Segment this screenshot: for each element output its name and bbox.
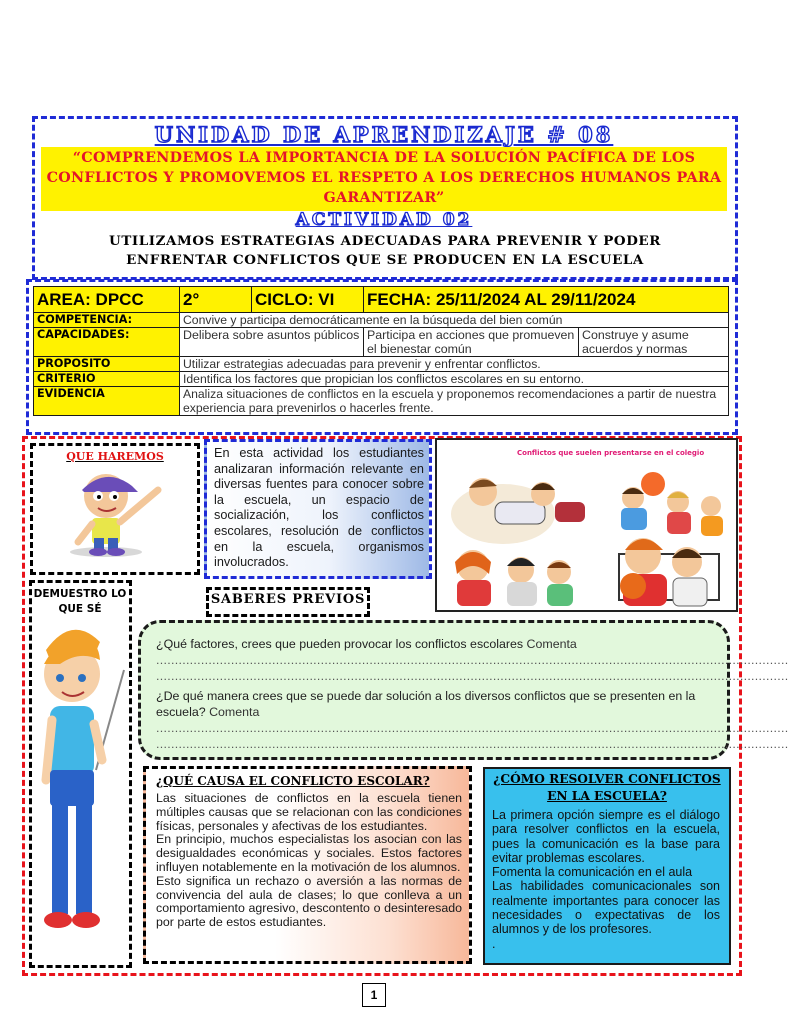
capacidad-item: Delibera sobre asuntos públicos [180,328,364,357]
proposito-row [34,357,729,372]
causa-paragraph: En principio, muchos especialistas los asocian con las desigualdades económicas y sociales. Estos factores influyen notablemente en la motivación de los alumnos. [156,832,462,874]
answer-line[interactable]: ......................................................................................................................................................................... [156,721,788,735]
capacidades-label: CAPACIDADES: [34,328,180,357]
que-haremos-title: QUE HAREMOS [66,450,164,463]
question-2-text: ¿De qué manera crees que se puede dar solución a los diversos conflictos que se presenten en la escuela? [156,689,696,719]
kids-conflict-scene [443,462,733,610]
resolver-paragraph: La primera opción siempre es el diálogo para resolver conflictos en la escuela, pues la comunicación es la base para evitar problemas escolares. [492,808,720,865]
demuestro-title: DEMUESTRO LO QUE SÉ [33,588,127,615]
resolver-paragraph: Las habilidades comunicacionales son realmente importantes para conocer las necesidades o expectativas de los alumnos y de los profesores. [492,879,720,937]
ciclo-cell: CICLO: VI [252,287,364,313]
questions-section [156,636,788,752]
illustration-caption: Conflictos que suelen presentarse en el colegio [517,449,705,457]
unit-subtitle: “COMPRENDEMOS LA IMPORTANCIA DE LA SOLUCIÓN PACÍFICA DE LOS CONFLICTOS Y PROMOVEMOS EL RESPETO A LOS DERECHOS HUMANOS PARA GARANTIZAR” [46,150,722,206]
info-header-row [34,287,729,313]
causa-text [156,792,462,930]
capacidad-item: Participa en acciones que promueven el bienestar común [364,328,579,357]
question-1-text: ¿Qué factores, crees que pueden provocar los conflictos escolares [156,637,524,651]
question-2-comenta: Comenta [209,705,260,719]
answer-line[interactable]: ......................................................................................................................................................................... [156,669,788,683]
area-cell: AREA: DPCC [34,287,180,313]
info-table [33,286,729,416]
saberes-previos-title: SABERES PREVIOS [210,592,366,607]
resolver-paragraph: . [492,936,496,951]
question-2 [156,688,712,720]
answer-line[interactable]: ......................................................................................................................................................................... [156,737,788,751]
proposito-label: PROPOSITO [34,357,180,372]
evidencia-row [34,387,729,416]
criterio-label: CRITERIO [34,372,180,387]
question-1 [156,636,712,652]
question-1-comenta: Comenta [526,637,577,651]
resolver-paragraph: Fomenta la comunicación en el aula [492,865,693,880]
intro-text: En esta actividad los estudiantes analizaran información relevante en diversas fuentes para conocer sobre la escuela, un espacio de socialización, los conflictos escolares, resolución de conflictos en la escuela, organismos involucrados. [214,446,424,570]
page-number: 1 [362,983,386,1007]
causa-paragraph: Las situaciones de conflictos en la escuela tienen múltiples causas que se relacionan con las condiciones físicas, personales y afectivas de los estudiantes. [156,791,462,833]
answer-line[interactable]: ......................................................................................................................................................................... [156,653,788,667]
fecha-cell: FECHA: 25/11/2024 AL 29/11/2024 [364,287,729,313]
competencia-value: Convive y participa democráticamente en la búsqueda del bien común [180,313,729,328]
resolver-text [492,808,720,951]
capacidad-item: Construye y asume acuerdos y normas [579,328,729,357]
evidencia-value: Analiza situaciones de conflictos en la escuela y proponemos recomendaciones a partir de nuestra experiencia para prevenirlos o hacerles frente. [180,387,729,416]
grade-cell: 2° [180,287,252,313]
proposito-value: Utilizar estrategias adecuadas para prevenir y enfrentar conflictos. [180,357,729,372]
evidencia-label: EVIDENCIA [34,387,180,416]
unit-title: UNIDAD DE APRENDIZAJE # 08 [154,122,614,147]
competencia-row [34,313,729,328]
causa-title: ¿QUÉ CAUSA EL CONFLICTO ESCOLAR? [156,774,430,788]
capacidades-row [34,328,729,357]
boy-pointing-illustration [58,462,178,560]
conflict-illustration [435,438,738,612]
criterio-row [34,372,729,387]
causa-paragraph: Esto significa un rechazo o aversión a las normas de convivencia del aula de clases; lo que conlleva a un comportamiento agresivo, descontento o desinteresado por parte de estos estudiantes. [156,873,462,930]
resolver-title: ¿CÓMO RESOLVER CONFLICTOS EN LA ESCUELA? [493,772,721,803]
criterio-value: Identifica los factores que propician los conflictos escolares en su entorno. [180,372,729,387]
student-with-pointer-illustration [36,620,128,960]
activity-title: ACTIVIDAD 02 [295,210,473,230]
competencia-label: COMPETENCIA: [34,313,180,328]
activity-subtitle: UTILIZAMOS ESTRATEGIAS ADECUADAS PARA PREVENIR Y PODER ENFRENTAR CONFLICTOS QUE SE PRODUCEN EN LA ESCUELA [109,233,661,268]
